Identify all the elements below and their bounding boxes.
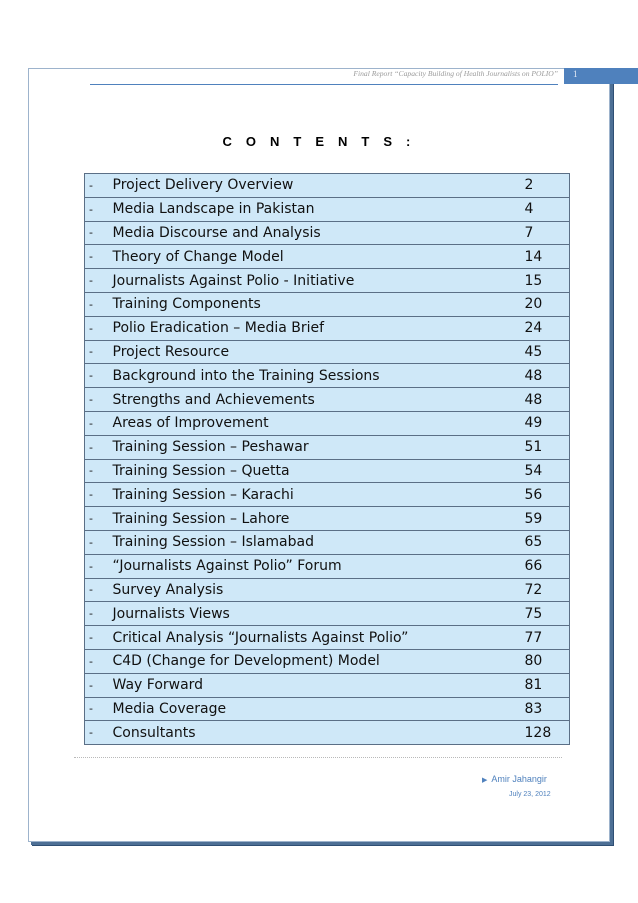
toc-entry-title: “Journalists Against Polio” Forum (107, 554, 512, 578)
toc-entry-title: Media Discourse and Analysis (107, 221, 512, 245)
toc-entry-title: Media Landscape in Pakistan (107, 197, 512, 221)
toc-bullet: - (85, 245, 107, 269)
toc-bullet: - (85, 316, 107, 340)
toc-entry-title: Survey Analysis (107, 578, 512, 602)
toc-row (85, 364, 570, 388)
toc-bullet: - (85, 530, 107, 554)
toc-entry-page: 59 (512, 507, 570, 531)
toc-bullet: - (85, 507, 107, 531)
toc-bullet: - (85, 554, 107, 578)
toc-entry-page: 14 (512, 245, 570, 269)
toc-row (85, 221, 570, 245)
toc-entry-title: Training Session – Karachi (107, 483, 512, 507)
toc-bullet: - (85, 721, 107, 745)
toc-row (85, 174, 570, 198)
toc-entry-page: 20 (512, 292, 570, 316)
toc-entry-title: Project Resource (107, 340, 512, 364)
toc-entry-page: 65 (512, 530, 570, 554)
toc-bullet: - (85, 435, 107, 459)
toc-entry-title: Journalists Views (107, 602, 512, 626)
toc-entry-page: 83 (512, 697, 570, 721)
toc-entry-page: 48 (512, 388, 570, 412)
toc-entry-title: Polio Eradication – Media Brief (107, 316, 512, 340)
toc-entry-title: Project Delivery Overview (107, 174, 512, 198)
toc-entry-page: 56 (512, 483, 570, 507)
toc-row (85, 649, 570, 673)
toc-row (85, 578, 570, 602)
toc-entry-title: C4D (Change for Development) Model (107, 649, 512, 673)
toc-entry-page: 54 (512, 459, 570, 483)
toc-entry-title: Theory of Change Model (107, 245, 512, 269)
toc-entry-page: 48 (512, 364, 570, 388)
toc-entry-page: 4 (512, 197, 570, 221)
table-of-contents (84, 173, 570, 745)
toc-row (85, 697, 570, 721)
toc-bullet: - (85, 292, 107, 316)
toc-bullet: - (85, 459, 107, 483)
toc-entry-page: 2 (512, 174, 570, 198)
toc-entry-page: 77 (512, 626, 570, 650)
toc-entry-title: Background into the Training Sessions (107, 364, 512, 388)
triangle-right-icon: ▶ (482, 777, 488, 784)
toc-row (85, 673, 570, 697)
toc-row (85, 411, 570, 435)
toc-row (85, 507, 570, 531)
toc-row (85, 459, 570, 483)
toc-entry-page: 66 (512, 554, 570, 578)
toc-entry-title: Training Session – Quetta (107, 459, 512, 483)
toc-entry-page: 72 (512, 578, 570, 602)
toc-row (85, 435, 570, 459)
toc-row (85, 626, 570, 650)
toc-bullet: - (85, 673, 107, 697)
toc-row (85, 530, 570, 554)
toc-row (85, 554, 570, 578)
running-header-title: Final Report “Capacity Building of Health Journalists on POLIO” (353, 69, 558, 78)
toc-bullet: - (85, 578, 107, 602)
toc-row (85, 483, 570, 507)
toc-bullet: - (85, 411, 107, 435)
toc-entry-page: 51 (512, 435, 570, 459)
footer-date: July 23, 2012 (509, 791, 551, 798)
toc-bullet: - (85, 388, 107, 412)
toc-bullet: - (85, 174, 107, 198)
contents-heading: C O N T E N T S : (222, 134, 416, 149)
toc-entry-title: Areas of Improvement (107, 411, 512, 435)
toc-entry-title: Training Session – Peshawar (107, 435, 512, 459)
toc-entry-page: 45 (512, 340, 570, 364)
toc-row (85, 292, 570, 316)
author-name: Amir Jahangir (491, 774, 547, 784)
toc-bullet: - (85, 602, 107, 626)
toc-entry-title: Training Session – Islamabad (107, 530, 512, 554)
toc-entry-title: Training Components (107, 292, 512, 316)
toc-entry-title: Strengths and Achievements (107, 388, 512, 412)
footer-author (482, 774, 547, 784)
header-rule (90, 84, 558, 85)
toc-entry-title: Critical Analysis “Journalists Against Polio” (107, 626, 512, 650)
toc-entry-page: 15 (512, 269, 570, 293)
toc-entry-page: 128 (512, 721, 570, 745)
toc-entry-page: 81 (512, 673, 570, 697)
toc-row (85, 721, 570, 745)
toc-bullet: - (85, 221, 107, 245)
toc-entry-page: 49 (512, 411, 570, 435)
toc-row (85, 340, 570, 364)
toc-row (85, 245, 570, 269)
toc-entry-title: Consultants (107, 721, 512, 745)
toc-bullet: - (85, 649, 107, 673)
footer-rule (74, 757, 562, 758)
toc-row (85, 269, 570, 293)
toc-row (85, 602, 570, 626)
toc-bullet: - (85, 197, 107, 221)
toc-row (85, 197, 570, 221)
toc-bullet: - (85, 697, 107, 721)
toc-entry-page: 75 (512, 602, 570, 626)
toc-entry-title: Media Coverage (107, 697, 512, 721)
toc-row (85, 388, 570, 412)
page-number: 1 (573, 69, 578, 79)
toc-entry-title: Journalists Against Polio - Initiative (107, 269, 512, 293)
toc-bullet: - (85, 483, 107, 507)
toc-entry-page: 24 (512, 316, 570, 340)
toc-entry-page: 80 (512, 649, 570, 673)
toc-entry-page: 7 (512, 221, 570, 245)
toc-bullet: - (85, 269, 107, 293)
toc-entry-title: Training Session – Lahore (107, 507, 512, 531)
toc-bullet: - (85, 626, 107, 650)
toc-bullet: - (85, 364, 107, 388)
toc-bullet: - (85, 340, 107, 364)
toc-row (85, 316, 570, 340)
toc-entry-title: Way Forward (107, 673, 512, 697)
